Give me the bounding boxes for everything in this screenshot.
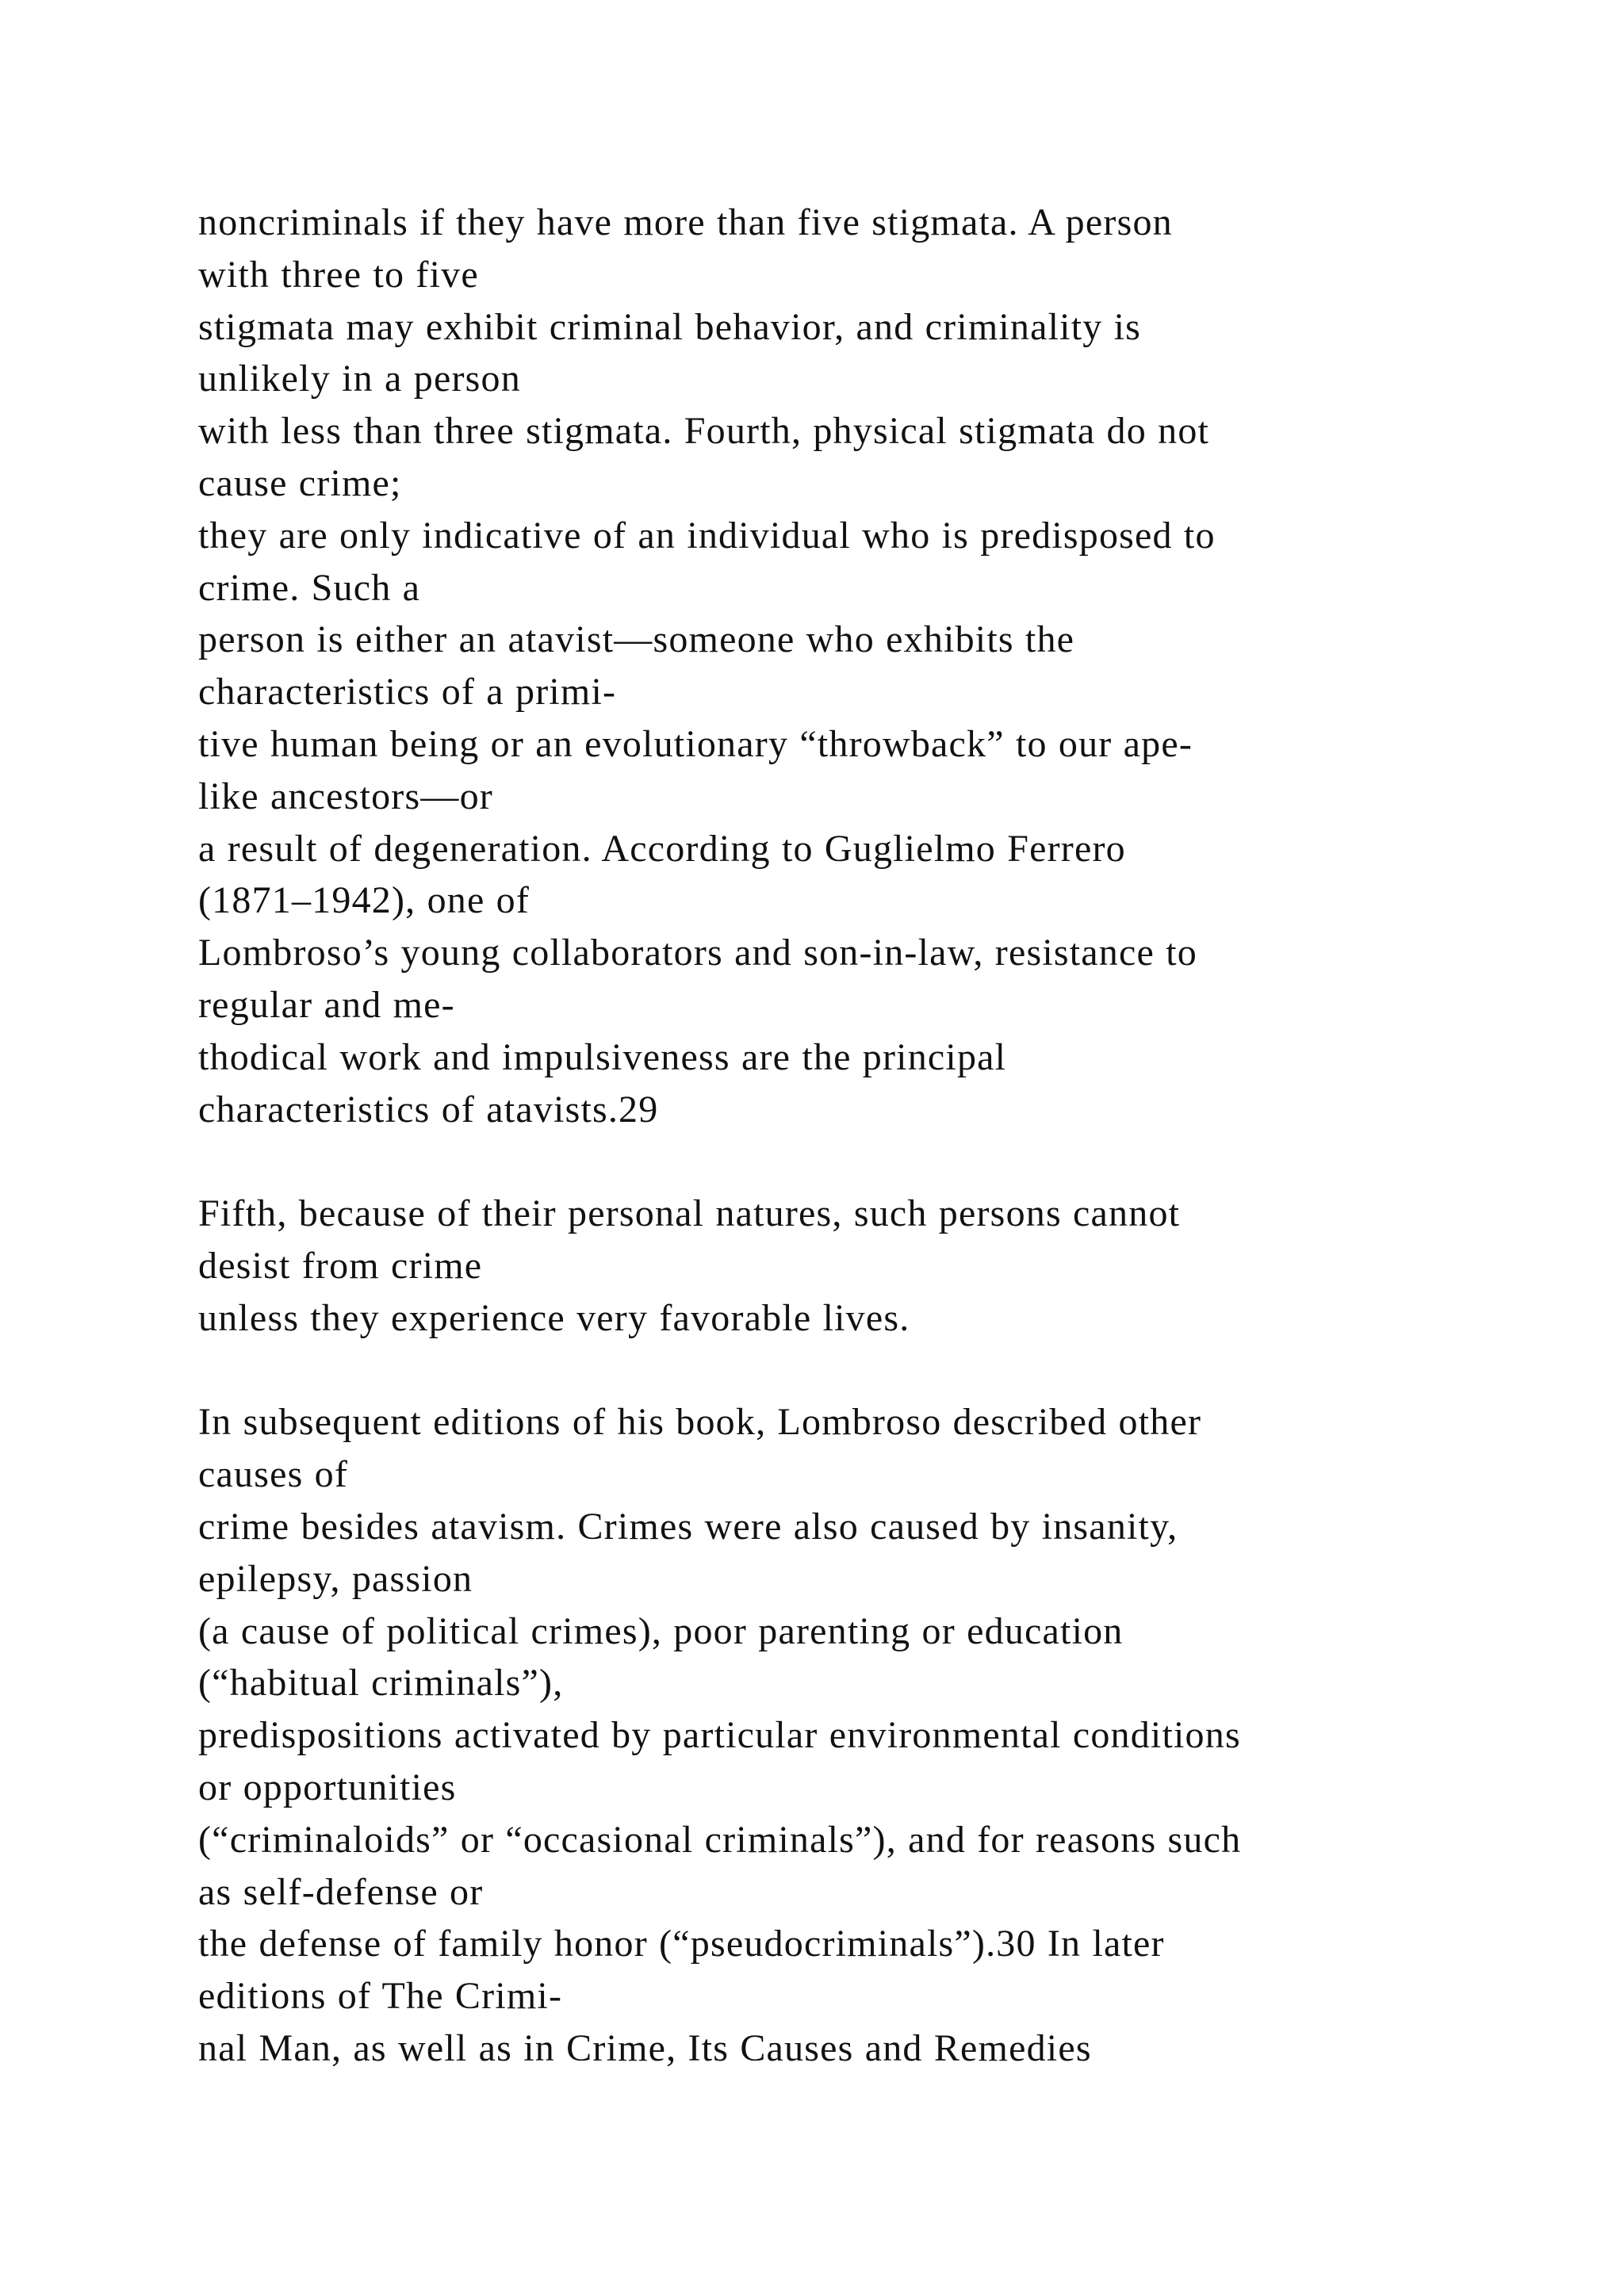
text-line: characteristics of atavists.29 (198, 1088, 659, 1131)
paragraph-2 (198, 1188, 1562, 1344)
text-line: a result of degeneration. According to Guglielmo Ferrero (198, 827, 1126, 870)
text-line: with three to five (198, 253, 479, 296)
text-line: epilepsy, passion (198, 1557, 473, 1600)
text-line: (“habitual criminals”), (198, 1662, 564, 1705)
text-line: nal Man, as well as in Crime, Its Causes and Remedies (198, 2026, 1092, 2069)
text-line: predispositions activated by particular environmental conditions (198, 1714, 1241, 1757)
text-line: stigmata may exhibit criminal behavior, and criminality is (198, 305, 1142, 348)
text-line: crime besides atavism. Crimes were also caused by insanity, (198, 1505, 1178, 1548)
text-line: the defense of family honor (“pseudocriminals”).30 In later (198, 1923, 1165, 1965)
text-line: tive human being or an evolutionary “throwback” to our ape- (198, 722, 1193, 765)
text-line: they are only indicative of an individual who is predisposed to (198, 514, 1216, 557)
text-line: (a cause of political crimes), poor parenting or education (198, 1609, 1124, 1652)
text-line: like ancestors—or (198, 775, 493, 817)
paragraph-1 (198, 197, 1562, 1135)
document-body (198, 197, 1562, 2075)
paragraph-3 (198, 1396, 1562, 2074)
text-line: crime. Such a (198, 566, 421, 609)
text-line: cause crime; (198, 461, 402, 504)
text-line: (“criminaloids” or “occasional criminals”), and for reasons such (198, 1818, 1242, 1861)
text-line: with less than three stigmata. Fourth, physical stigmata do not (198, 410, 1210, 453)
text-line: regular and me- (198, 983, 455, 1026)
text-line: characteristics of a primi- (198, 671, 617, 714)
text-line: as self-defense or (198, 1870, 484, 1913)
text-line: unless they experience very favorable lives. (198, 1296, 910, 1339)
text-line: thodical work and impulsiveness are the principal (198, 1035, 1007, 1078)
text-line: or opportunities (198, 1766, 457, 1808)
text-line: desist from crime (198, 1244, 483, 1287)
text-line: unlikely in a person (198, 358, 521, 400)
text-line: causes of (198, 1453, 349, 1496)
text-line: In subsequent editions of his book, Lombroso described other (198, 1401, 1202, 1444)
text-line: Fifth, because of their personal natures, such persons cannot (198, 1192, 1181, 1235)
text-line: Lombroso’s young collaborators and son-in-law, resistance to (198, 932, 1197, 974)
text-line: noncriminals if they have more than five stigmata. A person (198, 201, 1173, 243)
text-line: editions of The Crimi- (198, 1975, 563, 2018)
text-line: (1871–1942), one of (198, 879, 530, 922)
text-line: person is either an atavist—someone who exhibits the (198, 618, 1075, 661)
